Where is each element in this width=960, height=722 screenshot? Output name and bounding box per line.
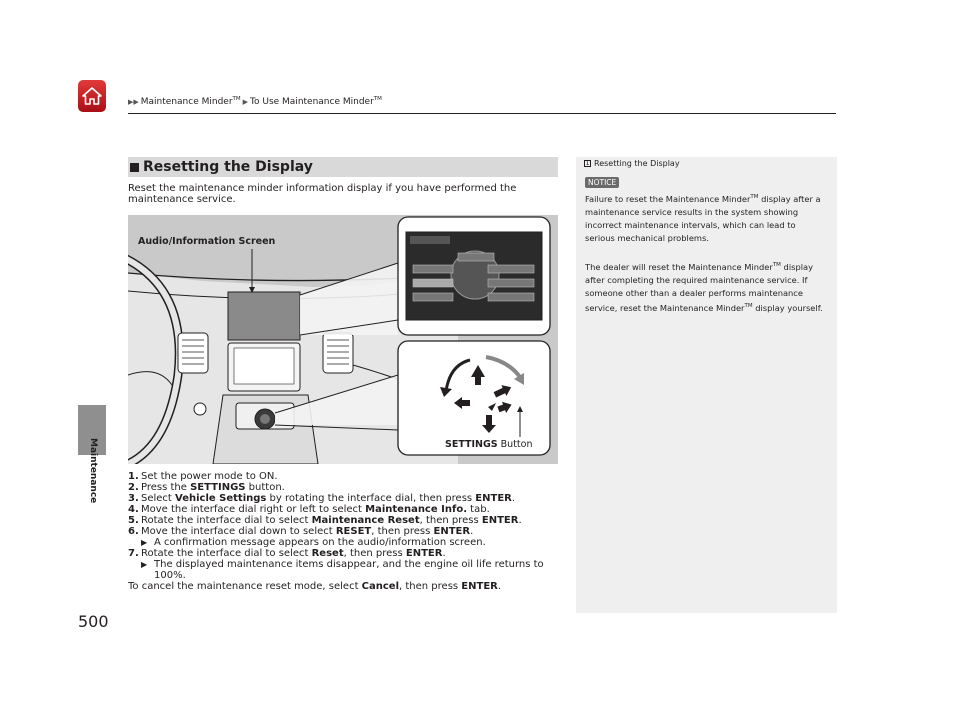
home-button[interactable] xyxy=(78,80,106,112)
step-number: 4. xyxy=(128,504,139,515)
result-arrow-icon: ▶ xyxy=(141,538,148,547)
step-text: Move the interface dial right or left to select Maintenance Info. tab. xyxy=(141,504,490,515)
note-body xyxy=(585,191,825,328)
note-panel xyxy=(576,157,837,613)
section-heading xyxy=(128,157,558,177)
step-text: Set the power mode to ON. xyxy=(141,471,278,482)
step-number: 6. xyxy=(128,526,139,537)
step-item xyxy=(128,548,568,559)
step-item xyxy=(128,493,568,504)
intro-text: Reset the maintenance minder information display if you have performed the maintenance service. xyxy=(128,183,517,205)
step-number: 1. xyxy=(128,471,139,482)
settings-button-callout-label xyxy=(445,439,532,450)
section-title: Resetting the Display xyxy=(143,159,313,175)
notice-badge: NOTICE xyxy=(585,177,619,188)
chapter-label: Maintenance xyxy=(88,438,98,504)
dashboard-drawing xyxy=(128,215,558,464)
step-number: 5. xyxy=(128,515,139,526)
step-text: Rotate the interface dial to select Maintenance Reset, then press ENTER. xyxy=(141,515,522,526)
step-item xyxy=(128,526,568,537)
step-item xyxy=(128,515,568,526)
step-item xyxy=(128,482,568,493)
header-divider xyxy=(128,113,836,114)
breadcrumb-item[interactable]: Maintenance Minder™ xyxy=(140,96,241,107)
breadcrumb-arrow-icon: ▶▶ xyxy=(128,97,139,106)
note-paragraph-2: The dealer will reset the Maintenance Minder™ display after completing the required maintenance service. If someone other than a dealer performs maintenance service, reset the Maintenance Minder™ display yourself. xyxy=(585,261,823,313)
breadcrumb-item[interactable]: To Use Maintenance Minder™ xyxy=(250,96,382,107)
note-paragraph-1: Failure to reset the Maintenance Minder™ display after a maintenance service results in the system showing incorrect maintenance intervals, which can lead to serious mechanical problems. xyxy=(585,193,821,244)
step-text: Select Vehicle Settings by rotating the interface dial, then press ENTER. xyxy=(141,493,516,504)
note-marker-icon: 1 xyxy=(585,160,590,167)
step-item xyxy=(128,471,568,482)
note-heading xyxy=(584,159,680,168)
note-heading-text: Resetting the Display xyxy=(594,159,680,168)
section-bullet-icon xyxy=(130,163,139,172)
step-text: Move the interface dial down to select RESET, then press ENTER. xyxy=(141,526,474,537)
home-icon xyxy=(81,86,103,106)
step-number: 3. xyxy=(128,493,139,504)
button-word: Button xyxy=(497,439,533,450)
step-result: ▶ The displayed maintenance items disappear, and the engine oil life returns to 100%. xyxy=(141,559,544,581)
screen-callout-label: Audio/Information Screen xyxy=(138,236,276,247)
step-item xyxy=(128,504,568,515)
step-text: Press the SETTINGS button. xyxy=(141,482,285,493)
dashboard-illustration xyxy=(128,215,558,464)
step-number: 2. xyxy=(128,482,139,493)
steps-list xyxy=(128,471,568,592)
result-arrow-icon: ▶ xyxy=(141,560,148,569)
step-text: Rotate the interface dial to select Reset, then press ENTER. xyxy=(141,548,446,559)
breadcrumb xyxy=(128,96,382,107)
step-number: 7. xyxy=(128,548,139,559)
cancel-instruction: To cancel the maintenance reset mode, select Cancel, then press ENTER. xyxy=(128,581,502,592)
settings-bold: SETTINGS xyxy=(445,439,498,450)
breadcrumb-arrow-icon: ▶ xyxy=(242,97,249,106)
page-number: 500 xyxy=(78,612,109,631)
step-result: ▶ A confirmation message appears on the audio/information screen. xyxy=(141,537,486,548)
